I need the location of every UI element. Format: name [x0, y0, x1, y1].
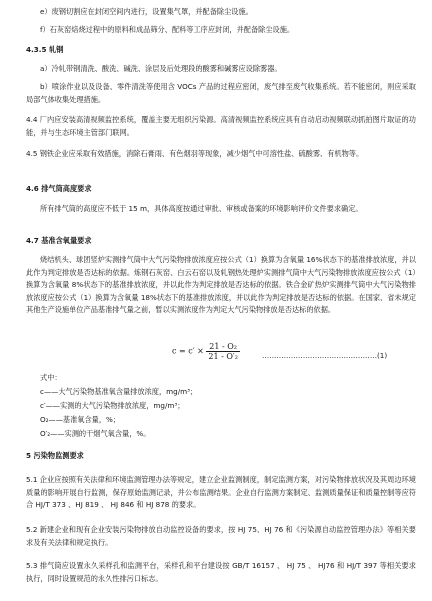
paragraph-5-1: 5.1 企业应按照有关法律和环境监测管理办法等规定，建立企业监测制度，制定监测方案，对污染物排放状况及其周边环境质量的影响开展自行监测，保存原始监测记录，并公布监测结果。企业自行监测方案制定、监测质量保证和质量控制等应符合 HJ/T 373 、HJ 819 、 HJ 846 和 HJ 878 的要求。 — [26, 475, 416, 510]
item-4-3-5-a: a）冷轧带钢清洗、酸洗、碱洗、涂层及后处理段的酸雾和碱雾应设除雾器。 — [40, 64, 282, 73]
section-4-6-heading: 4.6 排气筒高度要求 — [26, 184, 92, 193]
paragraph-4-7: 烧结机头、球团竖炉实测排气筒中大气污染物排放浓度应按公式（1）换算为含氧量 16%状态下的基准排放浓度，并以此作为判定排放是否达标的依据。炼钢石灰窑、白云石窑以及轧钢热处理炉实测排气筒中大气污染物排放浓度应按公式（1）换算为含氧量 8%状态下的基准排放浓度，并以此作为判定排放是否达标的依据。铁合金矿热炉实测排气筒中大气污染物排放浓度应按公式（1）换算为含氧量 18%状态下的基准排放浓度，并以此作为判定排放是否达标的依据。在国家、省未规定其他生产设施单位产品基准排气量之前，暂以实测浓度作为判定大气污染物排放是否达标的依据。 — [26, 255, 416, 315]
formula-number: …………………………………………(1) — [262, 351, 388, 360]
item-4-3-5-b: b）喷涂作业以及设备、零件清洗等使用含 VOCs 产品的过程应密闭，废气排至废气收集系统。若不能密闭，则应采取局部气体收集处理措施。 — [26, 82, 416, 104]
item-4-3-4-e: e）废钢切割应在封闭空间内进行，设置集气罩，并配备除尘设施。 — [40, 7, 253, 16]
definitions-intro: 式中： — [40, 373, 62, 382]
section-4-7-heading: 4.7 基准含氧量要求 — [26, 236, 92, 245]
definition-c-prime: c′——实测的大气污染物排放浓度，mg/m³； — [40, 401, 185, 410]
item-4-3-4-f: f）石灰窑焙烧过程中的原料和成品筛分、配料等工序应封闭，并配备除尘设施。 — [40, 25, 295, 34]
paragraph-5-3: 5.3 排气筒应设置永久采样孔和监测平台，采样孔和平台建设按 GB/T 16157 、 HJ 75 、 HJ76 和 HJ/T 397 等相关要求执行，同时设置规范的永久性排污口标志。 — [26, 561, 416, 583]
definition-o2: O₂——基准氧含量，%； — [40, 415, 121, 424]
paragraph-4-5: 4.5 钢铁企业应采取有效措施，消除石膏雨、有色烟羽等现象，减少烟气中可溶性盐、硫酸雾、有机物等。 — [26, 149, 364, 158]
paragraph-5-2: 5.2 新建企业和现有企业安装污染物排放自动监控设备的要求，按 HJ 75、HJ 76 和《污染源自动监控管理办法》等相关要求及有关法律和规定执行。 — [26, 525, 416, 547]
definition-c: c——大气污染物基准氧含量排放浓度，mg/m³； — [40, 387, 198, 396]
formula-1 — [172, 342, 240, 361]
section-4-3-5-heading: 4.3.5 轧钢 — [26, 45, 64, 54]
paragraph-4-6: 所有排气筒的高度应不低于 15 m，具体高度按通过审批、审核或备案的环境影响评价文件要求确定。 — [40, 204, 363, 213]
formula-lhs: c = c′ × — [172, 346, 204, 356]
formula-numerator: 21 - O₂ — [206, 342, 240, 352]
formula-denominator: 21 - O′₂ — [208, 352, 238, 361]
definition-o2-prime: O′₂——实测的干烟气氧含量，%。 — [40, 429, 151, 438]
paragraph-4-4: 4.4 厂内应安装高清视频监控系统，覆盖主要无组织污染源。高清视频监控系统应具有自动启动视频联动抓拍图片取证的功能，并与生态环境主管部门联网。 — [26, 115, 416, 137]
formula-fraction — [206, 342, 240, 361]
section-5-heading: 5 污染物监测要求 — [26, 451, 84, 460]
